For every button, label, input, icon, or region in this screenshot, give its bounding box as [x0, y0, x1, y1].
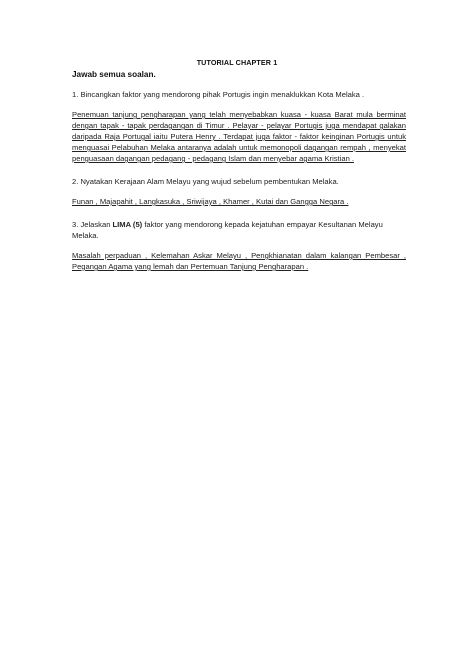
- question-3: [72, 219, 406, 241]
- answer-1: Penemuan tanjung pengharapan yang telah menyebabkan kuasa - kuasa Barat mula berminat dengan tapak - tapak perdagangan di Timur . Pelayar - pelayar Portugis juga mendapat galakan daripada Raja Portugal iaitu Putera Henry . Terdapat juga faktor - faktor keinginan Portugis untuk menguasai Pelabuhan Melaka antaranya adalah untuk memonopoli dagangan rempah , menyekat penguasaan dagangan pedagang - pedagang Islam dan menyebar agama Kristian .: [72, 110, 406, 163]
- answer-2: Funan , Majapahit , Langkasuka , Sriwijaya , Khamer , Kutai dan Gangga Negara .: [72, 197, 349, 206]
- question-3-text-before: 3. Jelaskan: [72, 220, 113, 229]
- document-title: TUTORIAL CHAPTER 1: [196, 58, 278, 67]
- instruction-text: Jawab semua soalan.: [72, 70, 156, 79]
- question-3-text-after: faktor yang mendorong kepada kejatuhan empayar Kesultanan Melayu Melaka.: [72, 220, 383, 240]
- question-2: 2. Nyatakan Kerajaan Alam Melayu yang wujud sebelum pembentukan Melaka.: [72, 177, 339, 186]
- document-body: [72, 70, 406, 284]
- question-3-emphasis: LIMA (5): [112, 220, 143, 229]
- question-1: 1. Bincangkan faktor yang mendorong pihak Portugis ingin menaklukkan Kota Melaka .: [72, 90, 365, 99]
- answer-3: Masalah perpaduan , Kelemahan Askar Melayu , Pengkhianatan dalam kalangan Pembesar , Pegangan Agama yang lemah dan Pertemuan Tanjung Pengharapan .: [72, 251, 406, 271]
